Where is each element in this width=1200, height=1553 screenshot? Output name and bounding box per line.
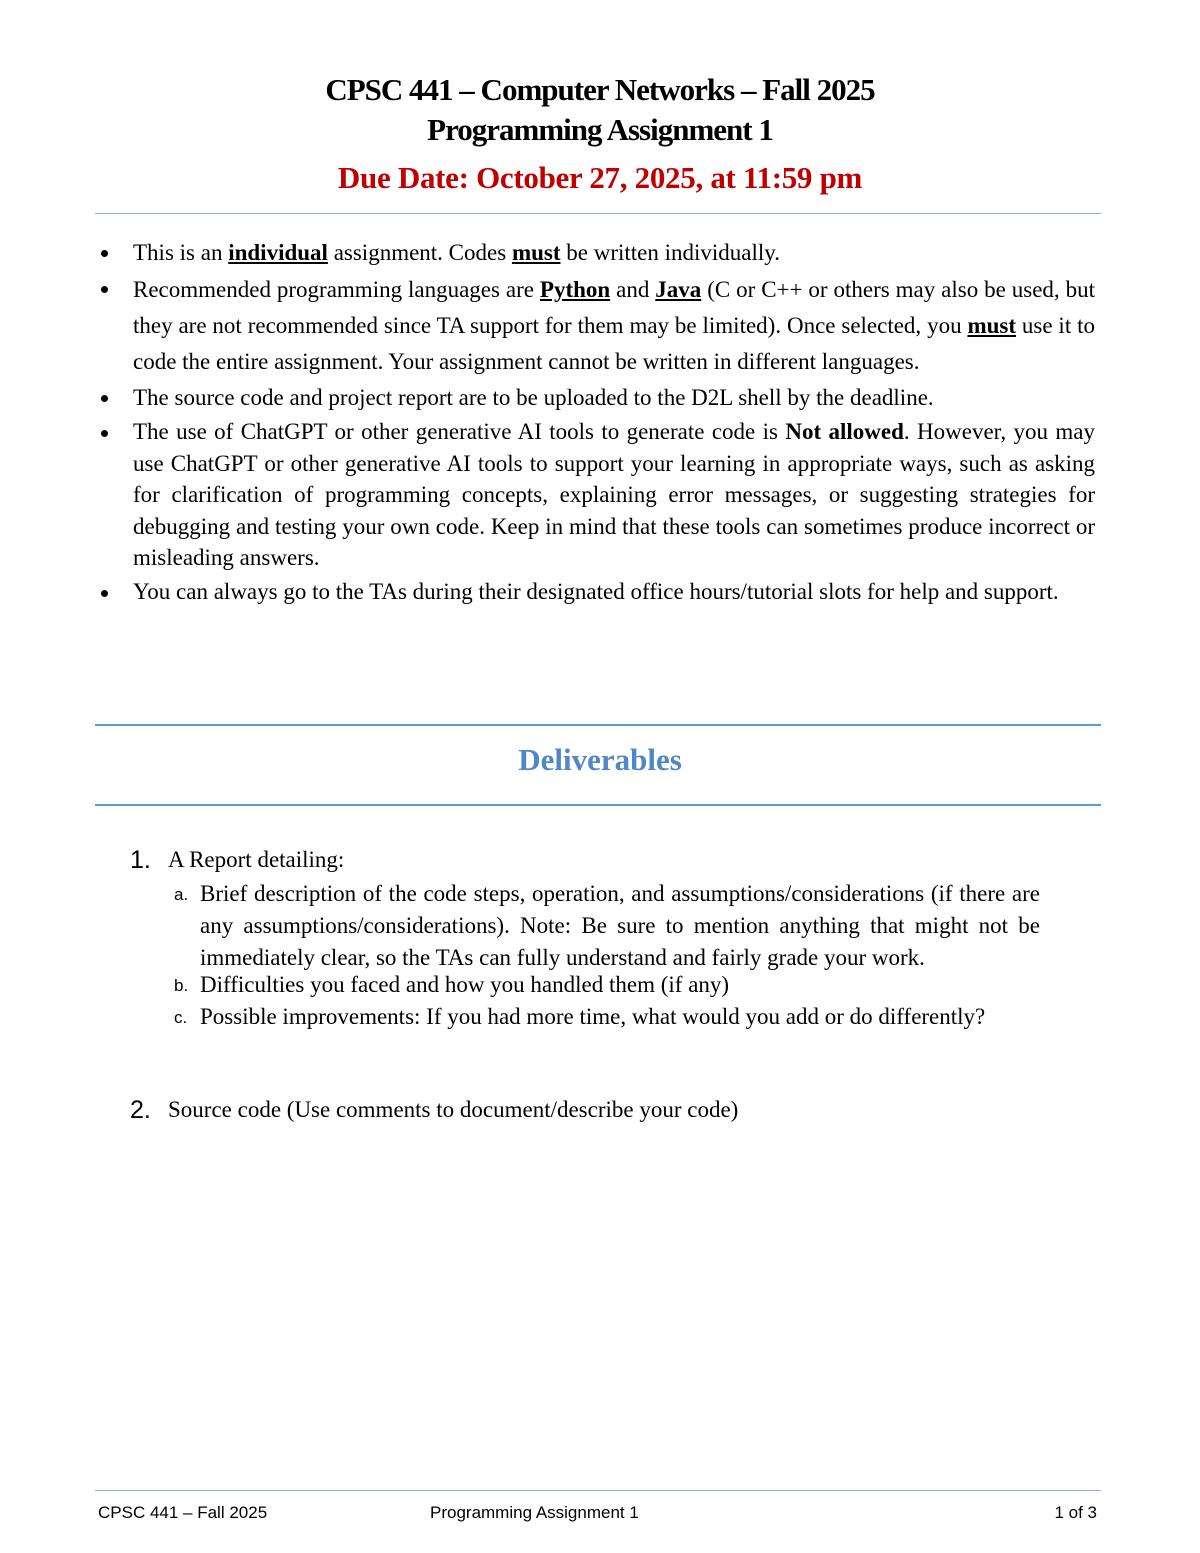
divider-below-deliverables bbox=[95, 804, 1101, 806]
list-item: The source code and project report are to be uploaded to the D2L shell by the deadline. bbox=[95, 381, 1095, 415]
item-number: 1. bbox=[130, 846, 151, 874]
item-text: A Report detailing: bbox=[168, 847, 345, 872]
item-text: Difficulties you faced and how you handled them (if any) bbox=[200, 972, 730, 997]
emphasis-must: must bbox=[967, 313, 1017, 338]
item-text: Brief description of the code steps, operation, and assumptions/considerations (if there are any assumptions/considerations). Note: Be sure to mention anything that might not be immediately clear, so the TAs can fully understand and fairly grade your work. bbox=[200, 881, 1040, 970]
page-footer bbox=[95, 1503, 1101, 1527]
list-item bbox=[130, 878, 1040, 974]
item-letter: c. bbox=[174, 1008, 188, 1027]
deliverables-list-2 bbox=[130, 1093, 1120, 1127]
deliverables-heading: Deliverables bbox=[518, 742, 682, 777]
list-item bbox=[130, 843, 1120, 877]
deliverables-list bbox=[130, 843, 1120, 1033]
due-date: Due Date: October 27, 2025, at 11:59 pm bbox=[337, 160, 863, 195]
item-letter: a. bbox=[174, 885, 189, 904]
course-title: CPSC 441 – Computer Networks – Fall 2025 bbox=[325, 72, 875, 107]
item-number: 2. bbox=[130, 1096, 151, 1124]
footer-course: CPSC 441 – Fall 2025 bbox=[98, 1503, 268, 1522]
title-block bbox=[0, 70, 1200, 198]
item-letter: b. bbox=[174, 976, 189, 995]
footer-divider bbox=[95, 1490, 1101, 1491]
emphasis-must: must bbox=[511, 240, 561, 265]
bullet-icon bbox=[101, 430, 108, 437]
bullet-icon bbox=[101, 250, 108, 257]
sub-list bbox=[130, 878, 1040, 1033]
emphasis-individual: individual bbox=[228, 240, 328, 265]
emphasis-not-allowed: Not allowed bbox=[785, 419, 904, 444]
list-item: You can always go to the TAs during their designated office hours/tutorial slots for help and support. bbox=[95, 576, 1095, 608]
bullet-icon bbox=[101, 286, 108, 293]
bullet-icon bbox=[101, 395, 108, 402]
item-text: Source code (Use comments to document/describe your code) bbox=[168, 1097, 739, 1122]
emphasis-python: Python bbox=[539, 277, 611, 302]
bullet-icon bbox=[101, 590, 108, 597]
assignment-title: Programming Assignment 1 bbox=[427, 112, 773, 147]
list-item bbox=[130, 1001, 1040, 1033]
footer-page-number: 1 of 3 bbox=[1054, 1503, 1097, 1522]
item-text: Possible improvements: If you had more time, what would you add or do differently? bbox=[200, 1004, 986, 1029]
footer-title: Programming Assignment 1 bbox=[430, 1503, 639, 1522]
emphasis-java: Java bbox=[655, 277, 702, 302]
list-item: The use of ChatGPT or other generative AI tools to generate code is Not allowed. However, you may use ChatGPT or other generative AI tools to support your learning in appropriate ways, such as asking for clarification of programming concepts, explaining error messages, or suggesting strategies for debugging and testing your own code. Keep in mind that these tools can sometimes produce incorrect or misleading answers. bbox=[95, 416, 1095, 574]
list-item: This is an individual assignment. Codes must be written individually. bbox=[95, 236, 1095, 270]
list-item bbox=[130, 969, 1040, 1001]
divider-top bbox=[95, 213, 1101, 214]
list-item: Recommended programming languages are Python and Java (C or C++ or others may also be used, but they are not recommended since TA support for them may be limited). Once selected, you must use it to code the entire assignment. Your assignment cannot be written in different languages. bbox=[95, 272, 1095, 380]
list-item bbox=[130, 1093, 1120, 1127]
divider-above-deliverables bbox=[95, 724, 1101, 726]
rules-list bbox=[95, 236, 1095, 608]
